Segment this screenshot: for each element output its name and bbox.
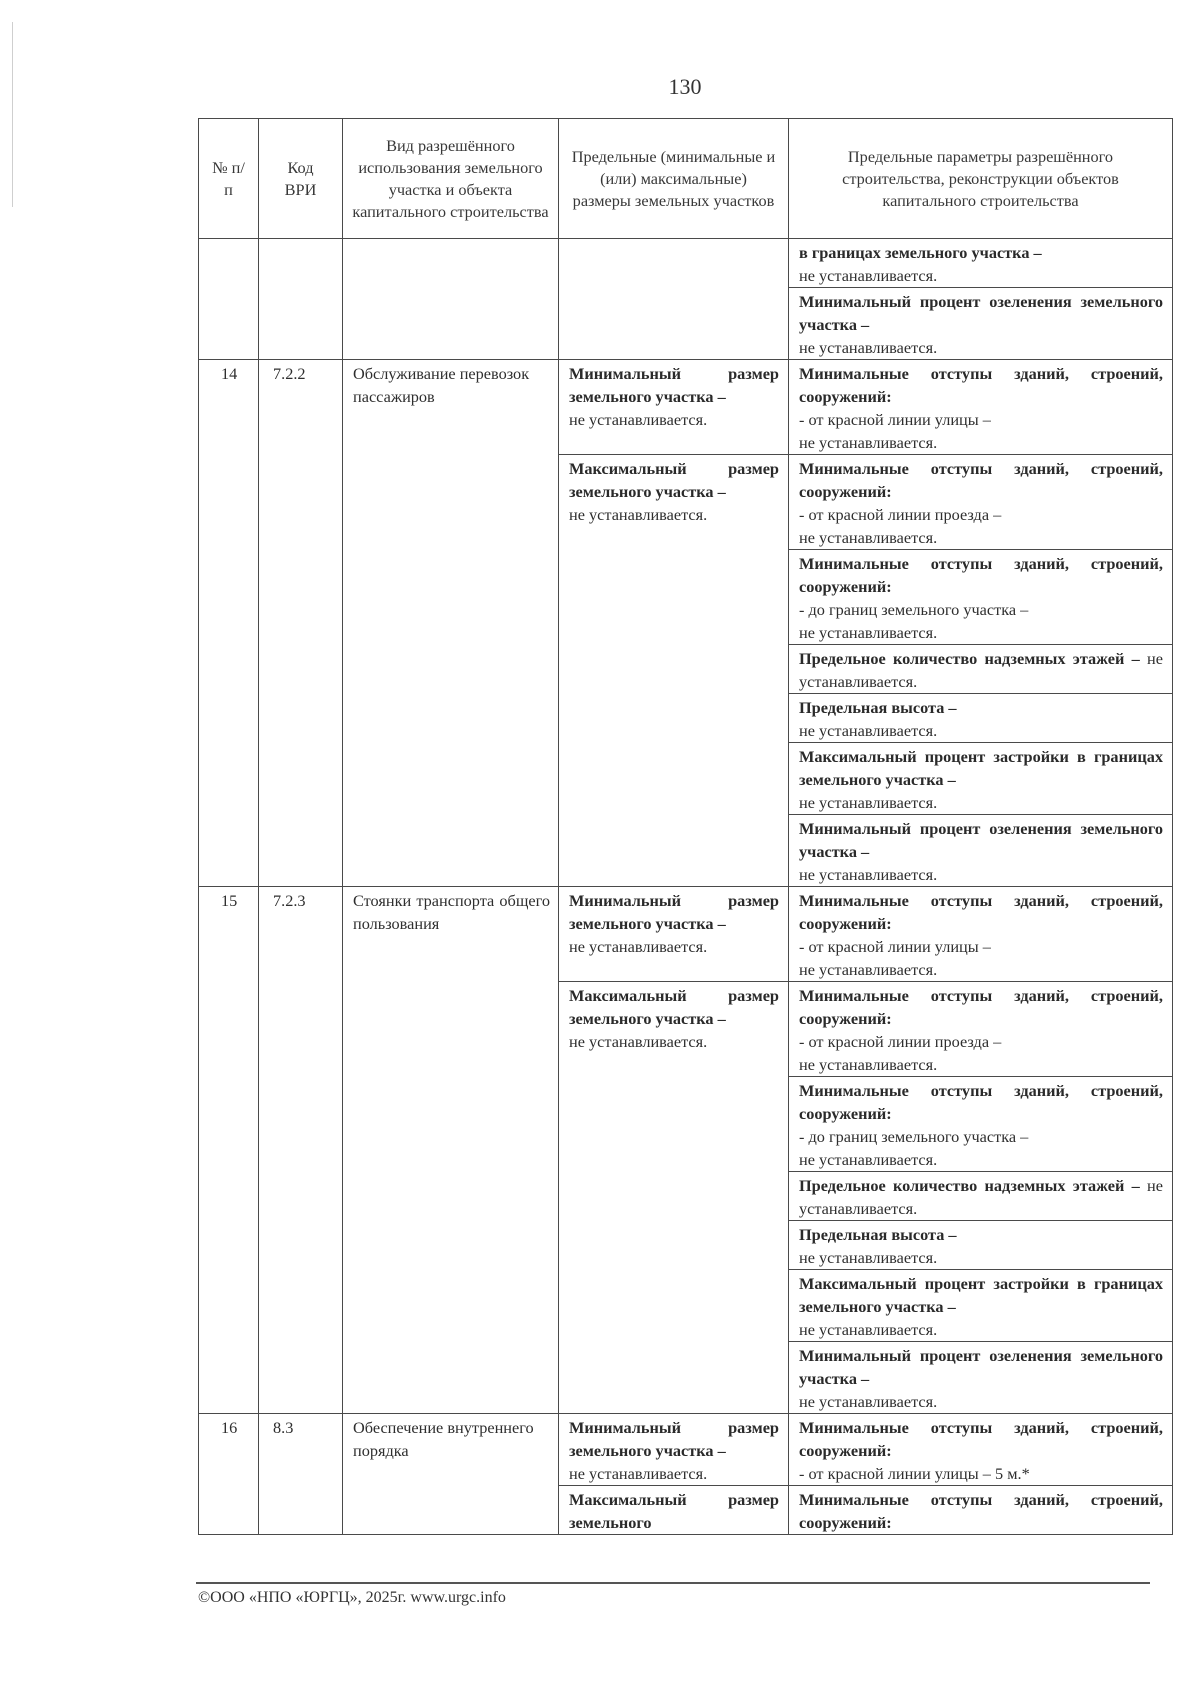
param-cell: Минимальные отступы зданий, строений, сооружений: bbox=[789, 1486, 1173, 1535]
param-cell: Максимальный процент застройки в границах земельного участка – не устанавливается. bbox=[789, 1270, 1173, 1342]
param-cell: Минимальные отступы зданий, строений, сооружений: - от красной линии улицы – 5 м.* bbox=[789, 1414, 1173, 1486]
param-cell: Предельная высота – не устанавливается. bbox=[789, 1221, 1173, 1270]
regulations-table bbox=[198, 118, 1173, 1535]
scan-margin-mark bbox=[12, 22, 13, 207]
max-size-cell: Максимальный размер земельного bbox=[559, 1486, 789, 1535]
param-cell: Минимальные отступы зданий, строений, сооружений: - до границ земельного участка – не устанавливается. bbox=[789, 1077, 1173, 1172]
row-code: 7.2.3 bbox=[259, 887, 343, 1414]
footer-divider bbox=[196, 1582, 1150, 1584]
header-num: № п/п bbox=[199, 119, 259, 239]
header-size: Предельные (минимальные и (или) максимальные) размеры земельных участков bbox=[559, 119, 789, 239]
param-cell: Минимальные отступы зданий, строений, сооружений: - от красной линии улицы – не устанавливается. bbox=[789, 360, 1173, 455]
table-row bbox=[199, 887, 1173, 982]
header-params: Предельные параметры разрешённого строительства, реконструкции объектов капитального строительства bbox=[789, 119, 1173, 239]
continuation-row bbox=[199, 239, 1173, 288]
cont-param-2: Минимальный процент озеленения земельного участка – не устанавливается. bbox=[789, 288, 1173, 360]
param-cell: Предельное количество надземных этажей – не устанавливается. bbox=[789, 645, 1173, 694]
table-row bbox=[199, 1414, 1173, 1486]
row-code: 7.2.2 bbox=[259, 360, 343, 887]
cont-param-1: в границах земельного участка – не устанавливается. bbox=[789, 239, 1173, 288]
max-size-cell: Максимальный размер земельного участка – не устанавливается. bbox=[559, 455, 789, 887]
row-num: 16 bbox=[199, 1414, 259, 1535]
min-size-cell: Минимальный размер земельного участка – не устанавливается. bbox=[559, 1414, 789, 1486]
max-size-cell: Максимальный размер земельного участка – не устанавливается. bbox=[559, 982, 789, 1414]
header-code: Код ВРИ bbox=[259, 119, 343, 239]
param-cell: Минимальные отступы зданий, строений, сооружений: - от красной линии проезда – не устанавливается. bbox=[789, 455, 1173, 550]
param-cell: Минимальные отступы зданий, строений, сооружений: - до границ земельного участка – не устанавливается. bbox=[789, 550, 1173, 645]
row-num: 15 bbox=[199, 887, 259, 1414]
row-name: Обслуживание перевозок пассажиров bbox=[343, 360, 559, 887]
min-size-cell: Минимальный размер земельного участка – не устанавливается. bbox=[559, 360, 789, 455]
param-cell: Минимальные отступы зданий, строений, сооружений: - от красной линии улицы – не устанавливается. bbox=[789, 887, 1173, 982]
table-header-row bbox=[199, 119, 1173, 239]
row-name: Обеспечение внутреннего порядка bbox=[343, 1414, 559, 1535]
param-cell: Максимальный процент застройки в границах земельного участка – не устанавливается. bbox=[789, 743, 1173, 815]
footer-copyright: ©ООО «НПО «ЮРГЦ», 2025г. www.urgc.info bbox=[198, 1589, 506, 1606]
min-size-cell: Минимальный размер земельного участка – не устанавливается. bbox=[559, 887, 789, 982]
param-cell: Предельное количество надземных этажей – не устанавливается. bbox=[789, 1172, 1173, 1221]
param-cell: Минимальный процент озеленения земельного участка – не устанавливается. bbox=[789, 815, 1173, 887]
page-number: 130 bbox=[668, 74, 702, 99]
param-cell: Минимальные отступы зданий, строений, сооружений: - от красной линии проезда – не устанавливается. bbox=[789, 982, 1173, 1077]
table-row bbox=[199, 360, 1173, 455]
row-name: Стоянки транспорта общего пользования bbox=[343, 887, 559, 1414]
header-name: Вид разрешённого использования земельного участка и объекта капитального строительства bbox=[343, 119, 559, 239]
row-code: 8.3 bbox=[259, 1414, 343, 1535]
param-cell: Предельная высота – не устанавливается. bbox=[789, 694, 1173, 743]
param-cell: Минимальный процент озеленения земельного участка – не устанавливается. bbox=[789, 1342, 1173, 1414]
row-num: 14 bbox=[199, 360, 259, 887]
